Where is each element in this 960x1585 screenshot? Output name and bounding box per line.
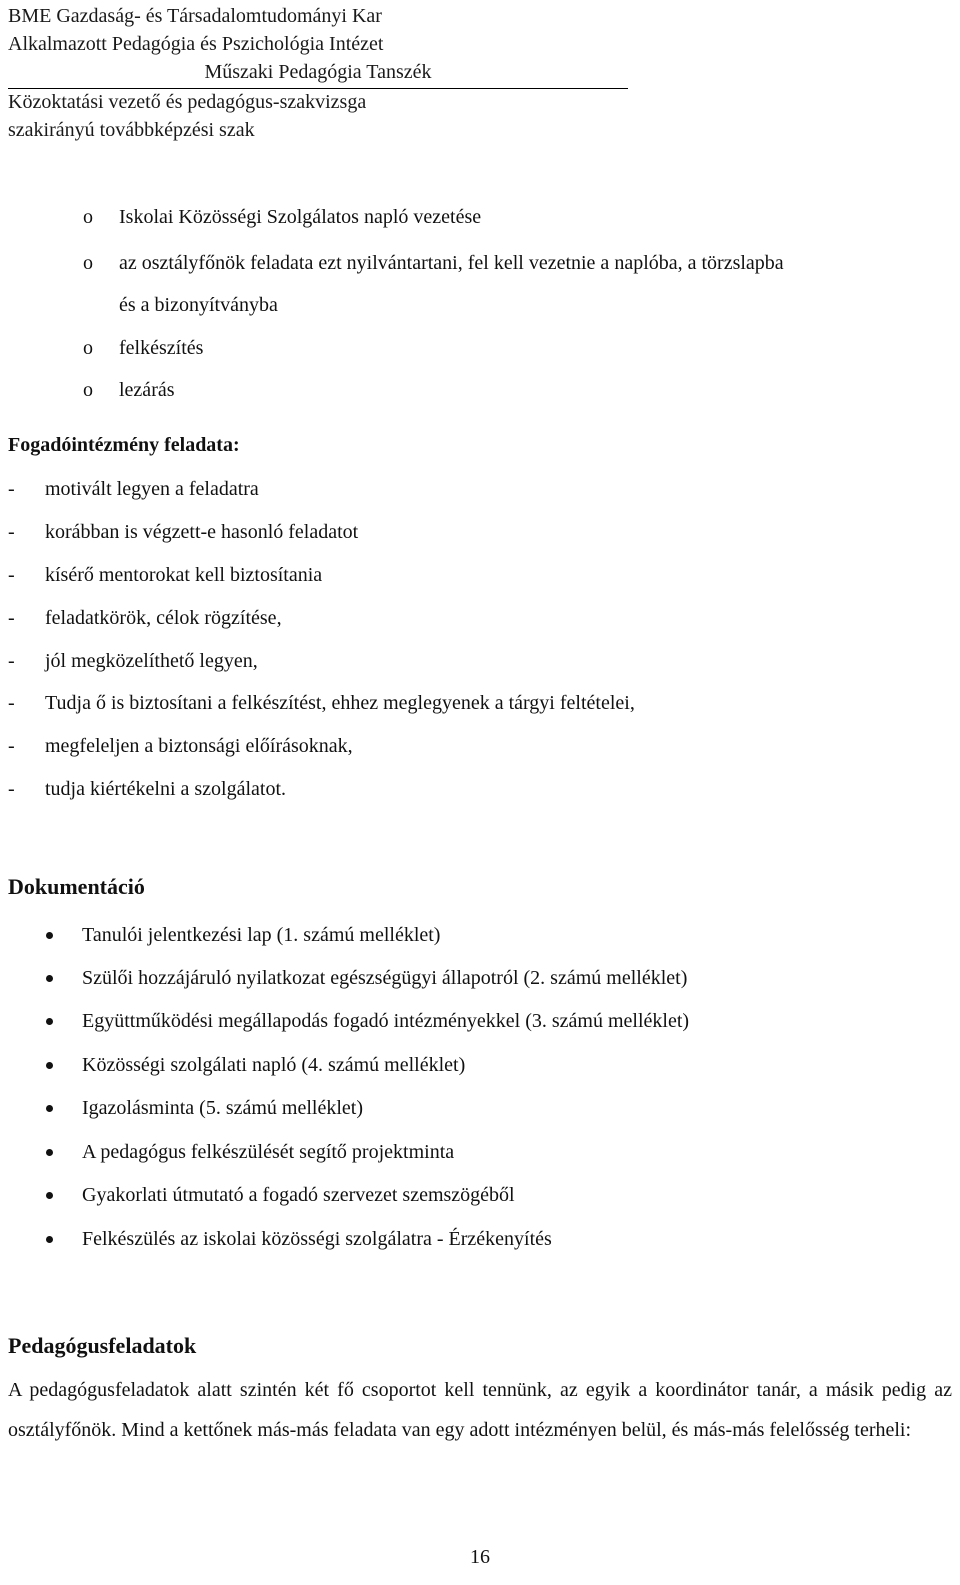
- bullet-icon: [46, 1105, 53, 1112]
- list-item: motivált legyen a feladatra: [45, 478, 259, 500]
- list-marker: o: [83, 379, 93, 401]
- faculty-name: BME Gazdaság- és Társadalomtudományi Kar: [8, 5, 382, 27]
- list-item: lezárás: [119, 379, 175, 401]
- department-name: Műszaki Pedagógia Tanszék: [204, 61, 432, 83]
- bullet-icon: [46, 1192, 53, 1199]
- list-item: kísérő mentorokat kell biztosítania: [45, 564, 323, 586]
- section-heading-fogado: Fogadóintézmény feladata:: [8, 434, 240, 456]
- dash-marker: -: [8, 692, 15, 714]
- list-marker: o: [83, 206, 93, 228]
- list-item: Közösségi szolgálati napló (4. számú melléklet): [82, 1054, 466, 1076]
- dash-marker: -: [8, 650, 15, 672]
- list-item-continuation: és a bizonyítványba: [119, 294, 278, 316]
- list-item: Iskolai Közösségi Szolgálatos napló vezetése: [119, 206, 482, 228]
- list-item: Igazolásminta (5. számú melléklet): [82, 1097, 364, 1119]
- dash-marker: -: [8, 521, 15, 543]
- list-item: Együttműködési megállapodás fogadó intézményekkel (3. számú melléklet): [82, 1010, 690, 1032]
- dash-marker: -: [8, 564, 15, 586]
- program-line-1: Közoktatási vezető és pedagógus-szakvizsga: [8, 91, 367, 113]
- bullet-icon: [46, 1236, 53, 1243]
- bullet-icon: [46, 1149, 53, 1156]
- bullet-icon: [46, 1018, 53, 1025]
- section-heading-pedagogus: Pedagógusfeladatok: [8, 1333, 197, 1358]
- dash-marker: -: [8, 607, 15, 629]
- list-marker: o: [83, 337, 93, 359]
- list-item: az osztályfőnök feladata ezt nyilvántartani, fel kell vezetnie a naplóba, a törzslapba: [119, 252, 784, 274]
- list-item: korábban is végzett-e hasonló feladatot: [45, 521, 359, 543]
- list-item: tudja kiértékelni a szolgálatot.: [45, 778, 287, 800]
- bullet-icon: [46, 1062, 53, 1069]
- program-title: [8, 88, 366, 144]
- program-line-2: szakirányú továbbképzési szak: [8, 119, 255, 141]
- list-item: Gyakorlati útmutató a fogadó szervezet szemszögéből: [82, 1184, 515, 1206]
- list-item: Felkészülés az iskolai közösségi szolgálatra - Érzékenyítés: [82, 1228, 552, 1250]
- list-item: Szülői hozzájáruló nyilatkozat egészségügyi állapotról (2. számú melléklet): [82, 967, 688, 989]
- document-header: [8, 2, 628, 86]
- page-number: 16: [470, 1546, 490, 1568]
- list-item: feladatkörök, célok rögzítése,: [45, 607, 282, 629]
- list-item: Tanulói jelentkezési lap (1. számú melléklet): [82, 924, 441, 946]
- list-item: jól megközelíthető legyen,: [45, 650, 258, 672]
- bullet-icon: [46, 975, 53, 982]
- list-item: megfeleljen a biztonsági előírásoknak,: [45, 735, 353, 757]
- section-heading-dokumentacio: Dokumentáció: [8, 874, 145, 899]
- list-item: felkészítés: [119, 337, 204, 359]
- dash-marker: -: [8, 778, 15, 800]
- dash-marker: -: [8, 478, 15, 500]
- list-item: A pedagógus felkészülését segítő projektminta: [82, 1141, 455, 1163]
- list-marker: o: [83, 252, 93, 274]
- list-item: Tudja ő is biztosítani a felkészítést, ehhez meglegyenek a tárgyi feltételei,: [45, 692, 635, 714]
- institute-name: Alkalmazott Pedagógia és Pszichológia Intézet: [8, 33, 384, 55]
- bullet-icon: [46, 932, 53, 939]
- dash-marker: -: [8, 735, 15, 757]
- body-paragraph: A pedagógusfeladatok alatt szintén két fő csoportot kell tennünk, az egyik a koordinátor tanár, a másik pedig az osztályfőnök. Mind a kettőnek más-más feladata van egy adott intézményen belül, és más-más felelősség terheli:: [8, 1379, 952, 1441]
